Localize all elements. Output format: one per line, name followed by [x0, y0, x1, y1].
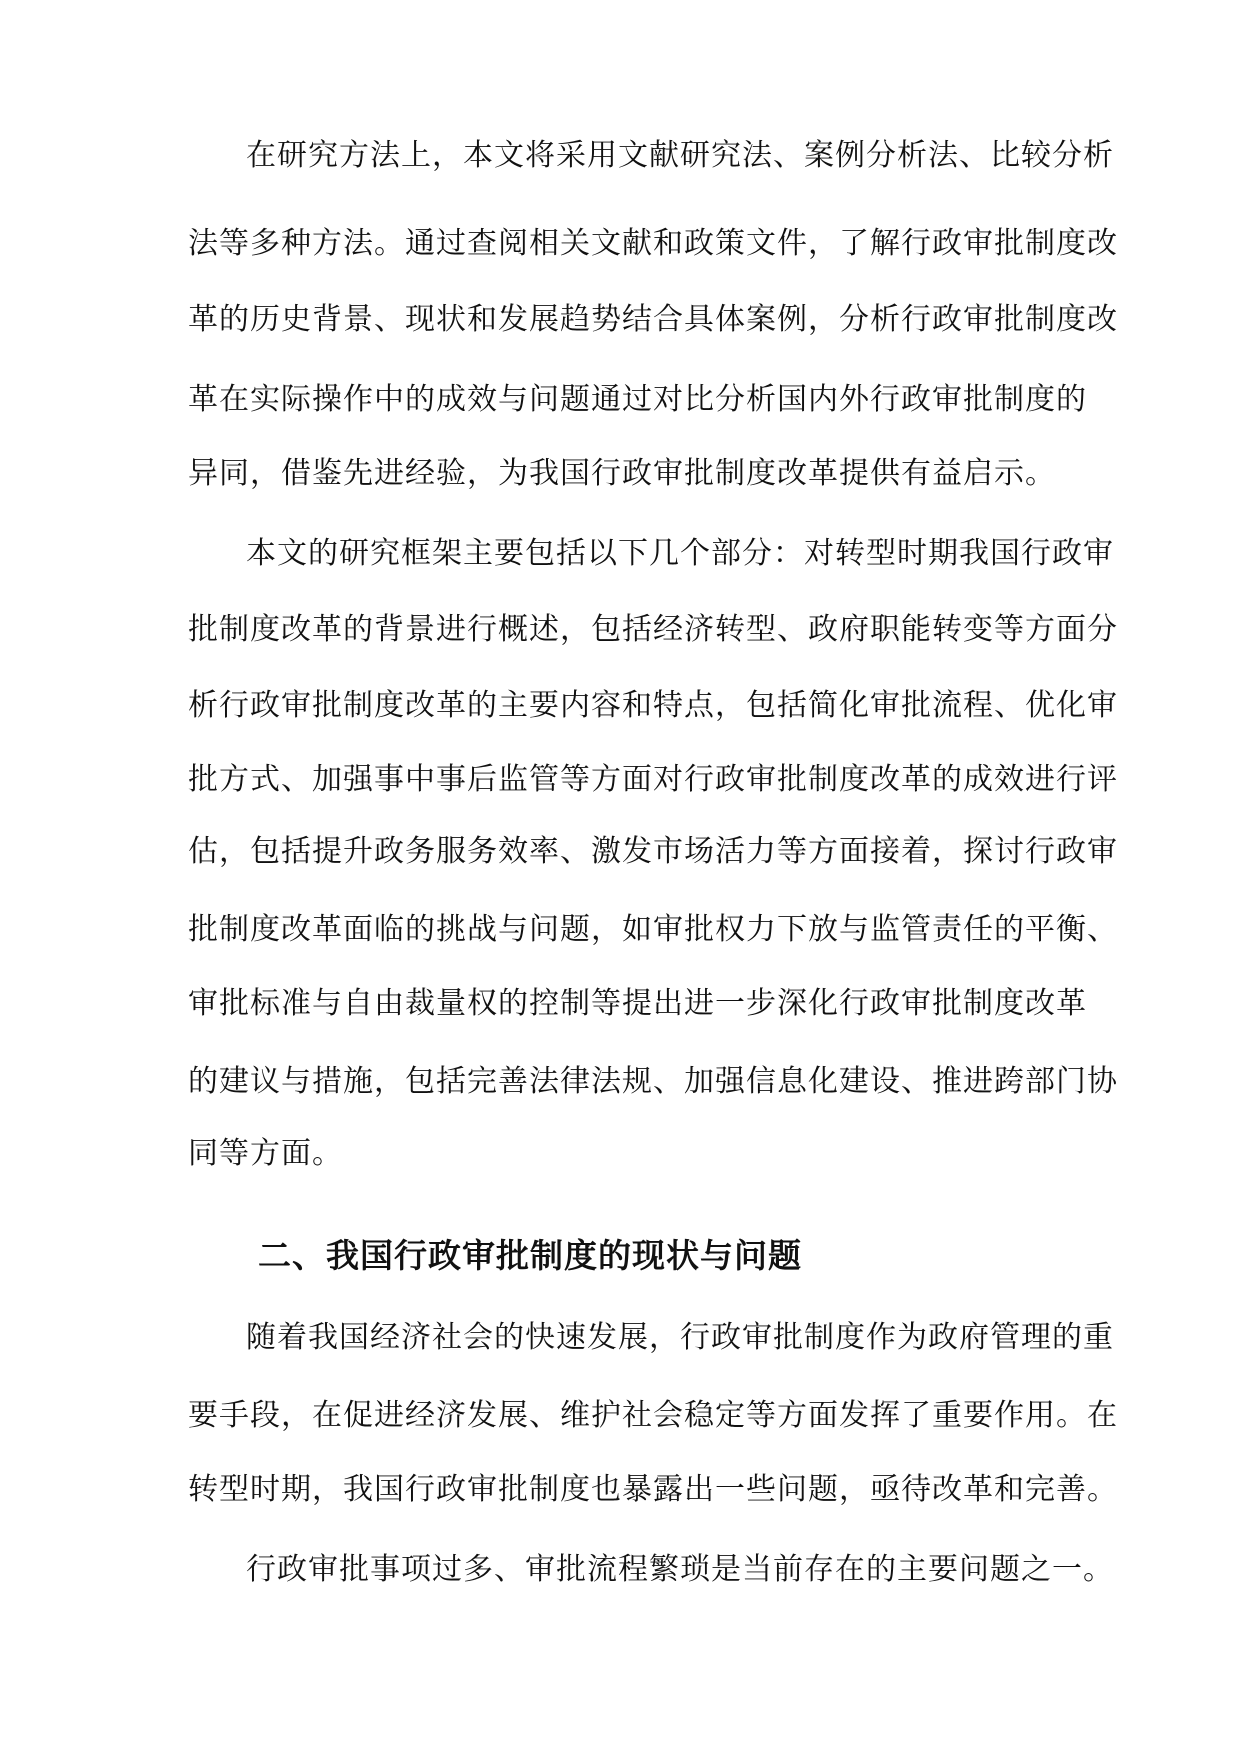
- text-line: 批制度改革面临的挑战与问题，如审批权力下放与监管责任的平衡、: [188, 912, 1118, 947]
- text-line: 批方式、加强事中事后监管等方面对行政审批制度改革的成效进行评: [188, 762, 1118, 797]
- text-line: 随着我国经济社会的快速发展，行政审批制度作为政府管理的重: [246, 1320, 1114, 1355]
- section-heading: 二、我国行政审批制度的现状与问题: [258, 1236, 802, 1275]
- text-line: 同等方面。: [188, 1136, 343, 1171]
- text-line: 法等多种方法。通过查阅相关文献和政策文件，了解行政审批制度改: [188, 226, 1118, 261]
- text-line: 行政审批事项过多、审批流程繁琐是当前存在的主要问题之一。: [246, 1552, 1114, 1587]
- text-line: 要手段，在促进经济发展、维护社会稳定等方面发挥了重要作用。在: [188, 1398, 1118, 1433]
- text-line: 在研究方法上，本文将采用文献研究法、案例分析法、比较分析: [246, 138, 1114, 173]
- text-line: 异同，借鉴先进经验，为我国行政审批制度改革提供有益启示。: [188, 456, 1056, 491]
- text-line: 革在实际操作中的成效与问题通过对比分析国内外行政审批制度的: [188, 382, 1087, 417]
- text-line: 析行政审批制度改革的主要内容和特点，包括简化审批流程、优化审: [188, 688, 1118, 723]
- text-line: 的建议与措施，包括完善法律法规、加强信息化建设、推进跨部门协: [188, 1064, 1118, 1099]
- text-line: 转型时期，我国行政审批制度也暴露出一些问题，亟待改革和完善。: [188, 1472, 1118, 1507]
- text-line: 批制度改革的背景进行概述，包括经济转型、政府职能转变等方面分: [188, 612, 1118, 647]
- text-line: 估，包括提升政务服务效率、激发市场活力等方面接着，探讨行政审: [188, 834, 1118, 869]
- text-line: 革的历史背景、现状和发展趋势结合具体案例，分析行政审批制度改: [188, 302, 1118, 337]
- text-line: 本文的研究框架主要包括以下几个部分：对转型时期我国行政审: [246, 536, 1114, 571]
- text-line: 审批标准与自由裁量权的控制等提出进一步深化行政审批制度改革: [188, 986, 1087, 1021]
